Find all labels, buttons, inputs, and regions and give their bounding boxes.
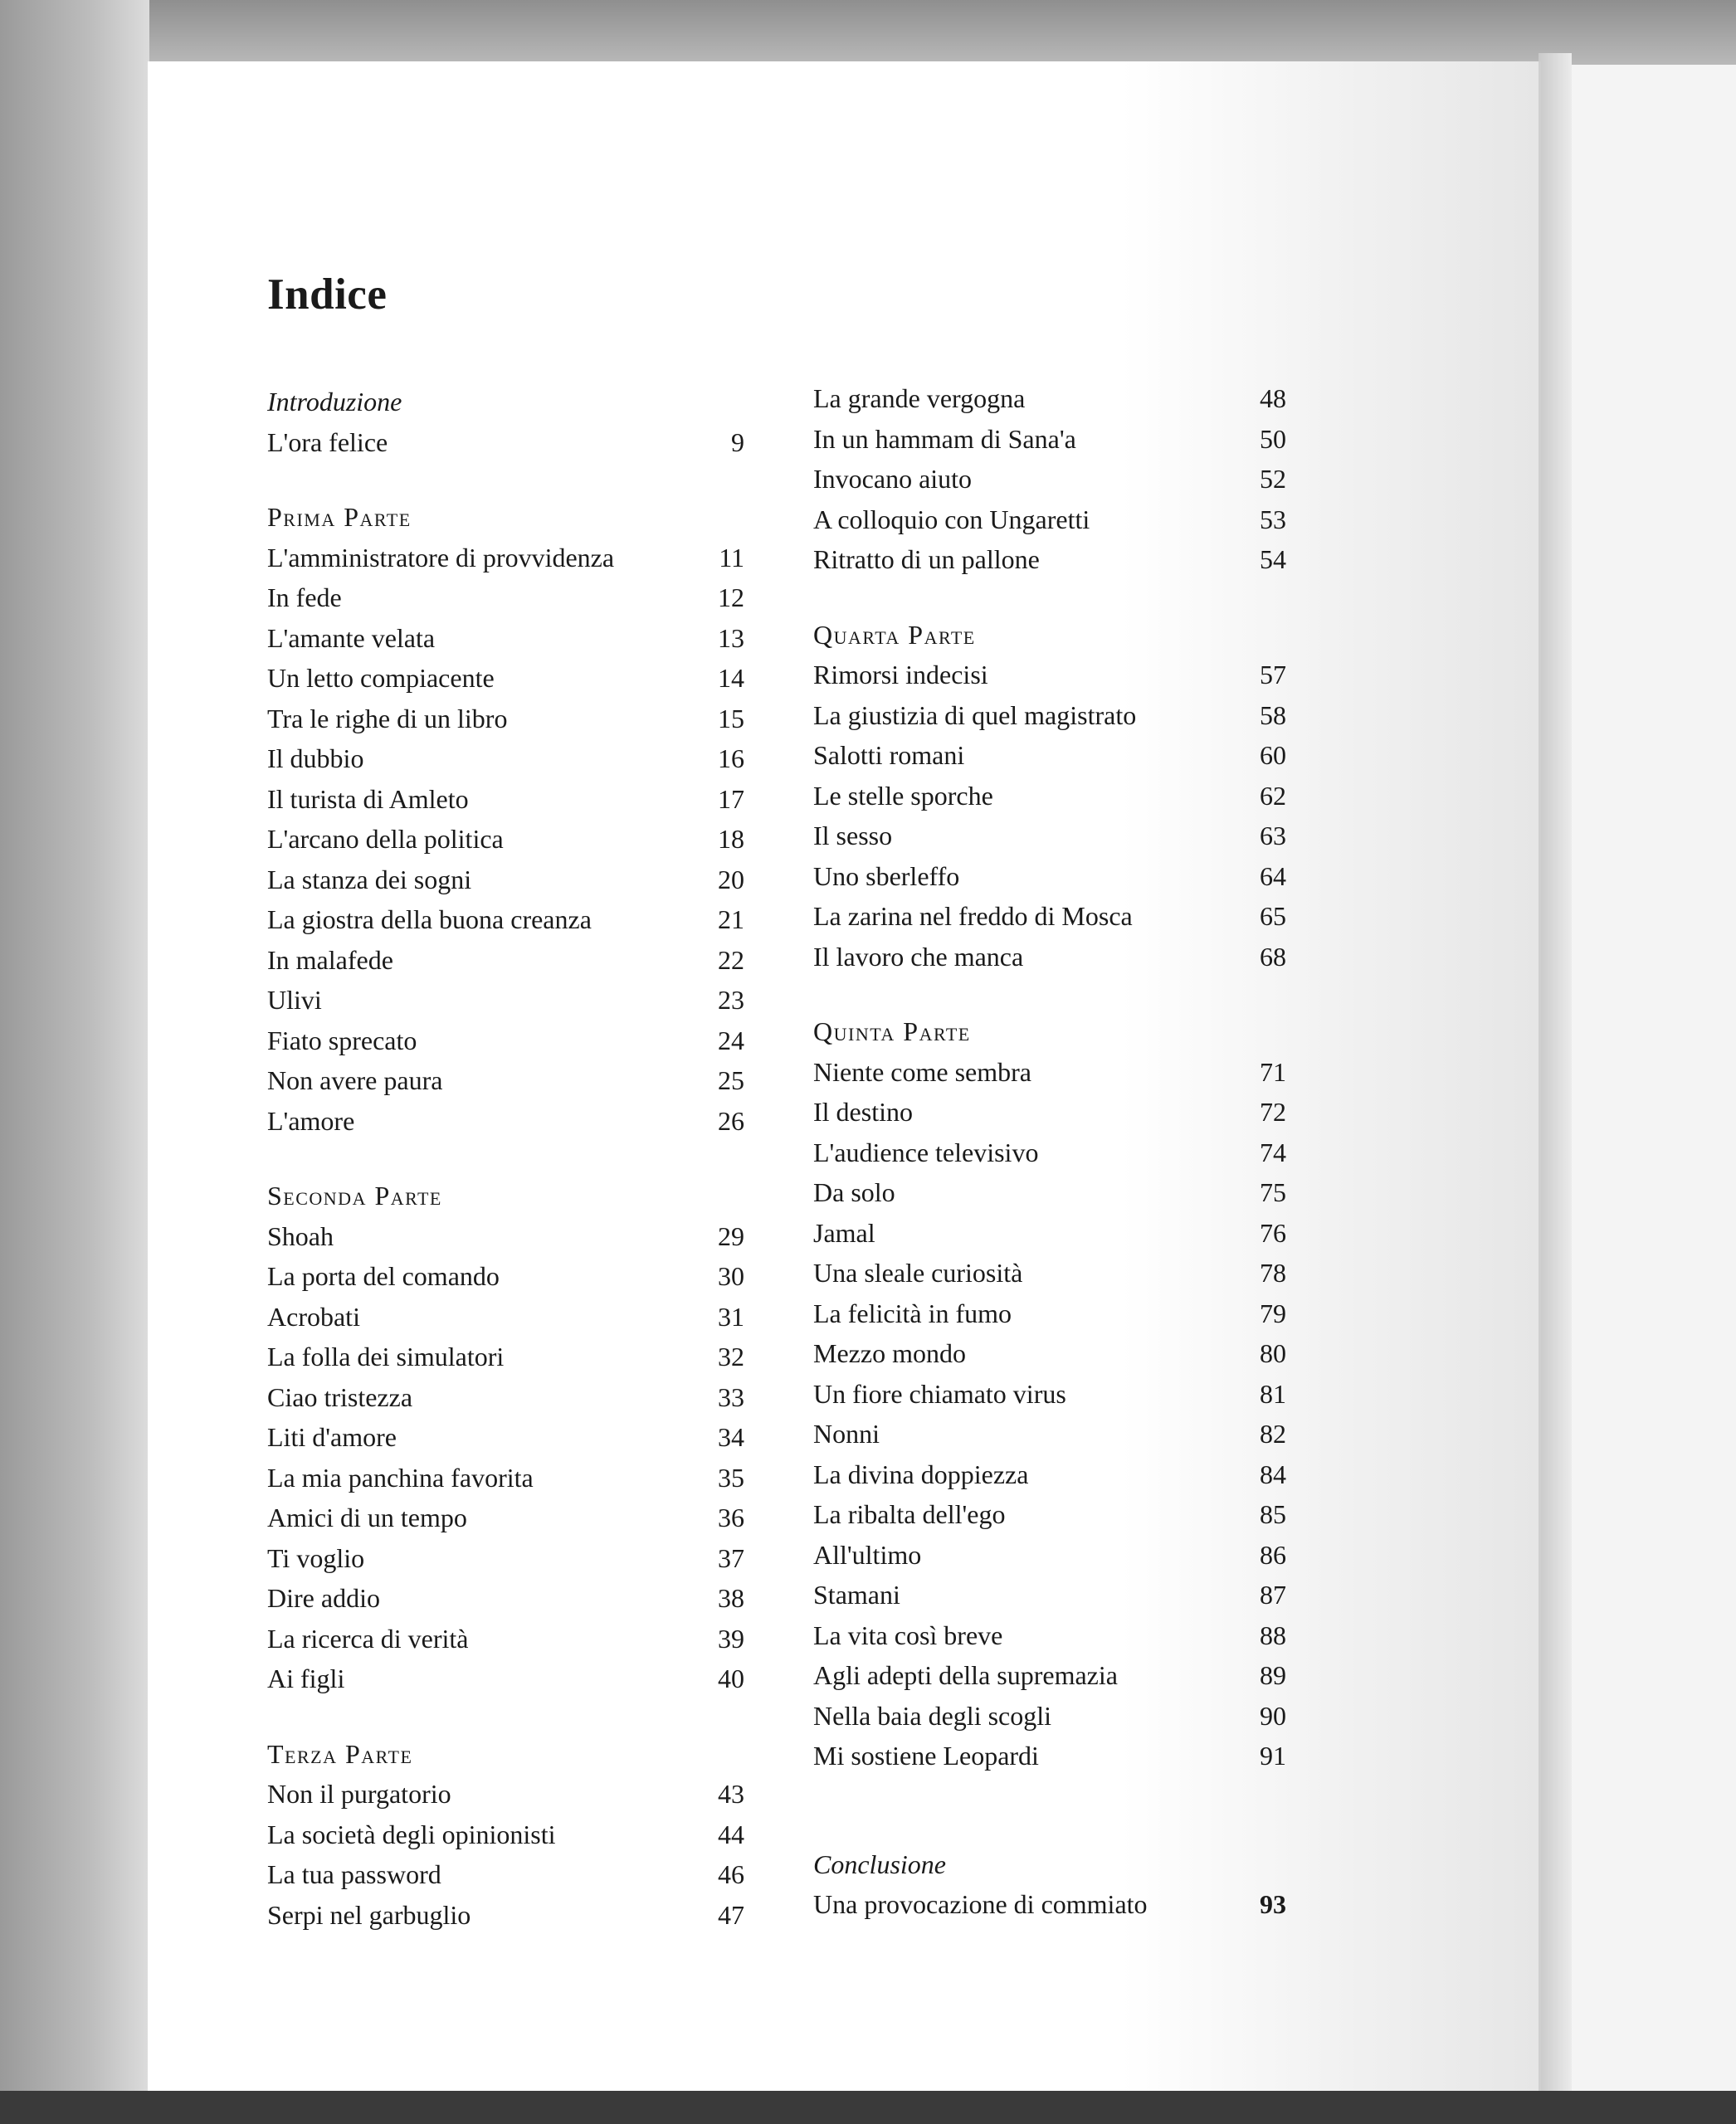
entry-page: 88 xyxy=(1260,1620,1286,1650)
entry-title: La ricerca di verità xyxy=(267,1623,469,1654)
entry-page: 57 xyxy=(1260,660,1286,689)
toc-entry xyxy=(813,937,1286,977)
entry-title: L'amore xyxy=(267,1105,355,1136)
entry-page: 89 xyxy=(1260,1660,1286,1690)
entry-page: 34 xyxy=(718,1422,744,1452)
toc-entry xyxy=(267,577,744,618)
entry-page: 93 xyxy=(1260,1889,1286,1919)
toc-entry xyxy=(267,940,744,981)
toc-entry xyxy=(267,1619,744,1659)
entry-title: La felicità in fumo xyxy=(813,1298,1012,1328)
toc-entry xyxy=(267,1815,744,1855)
entry-title: Le stelle sporche xyxy=(813,780,993,811)
entry-page: 20 xyxy=(718,864,744,894)
entry-page: 11 xyxy=(719,542,744,572)
conclusion-heading: Conclusione xyxy=(813,1849,946,1879)
entry-title: La grande vergogna xyxy=(813,383,1026,413)
toc-entry xyxy=(267,1021,744,1061)
toc-entry xyxy=(813,499,1286,540)
entry-page: 82 xyxy=(1260,1419,1286,1449)
entry-page: 74 xyxy=(1260,1137,1286,1167)
entry-title: La mia panchina favorita xyxy=(267,1462,534,1493)
toc-entry xyxy=(267,980,744,1021)
entry-title: La stanza dei sogni xyxy=(267,864,472,894)
entry-title: Fiato sprecato xyxy=(267,1025,417,1055)
entry-page: 87 xyxy=(1260,1580,1286,1610)
entry-title: La porta del comando xyxy=(267,1261,500,1291)
entry-page: 9 xyxy=(731,426,744,457)
toc-entry xyxy=(813,1414,1286,1454)
toc-entry xyxy=(813,1655,1286,1696)
toc-entry xyxy=(267,1538,744,1579)
toc-entry xyxy=(267,1774,744,1815)
toc-entry xyxy=(813,1494,1286,1535)
entry-page: 17 xyxy=(718,783,744,814)
scan-background-left xyxy=(0,0,149,2124)
entry-title: L'amante velata xyxy=(267,622,436,653)
entry-page: 37 xyxy=(718,1542,744,1573)
entry-title: Agli adepti della supremazia xyxy=(813,1660,1118,1690)
toc-entry xyxy=(267,860,744,900)
entry-title: L'amministratore di provvidenza xyxy=(267,542,615,572)
entry-title: L'ora felice xyxy=(267,426,388,457)
part-heading: Prima Parte xyxy=(267,502,412,532)
entry-title: Niente come sembra xyxy=(813,1056,1031,1087)
toc-entry xyxy=(813,1172,1286,1213)
page-title: Indice xyxy=(267,270,388,319)
entry-title: Amici di un tempo xyxy=(267,1503,467,1532)
entry-page: 32 xyxy=(718,1342,744,1371)
entry-page: 81 xyxy=(1260,1378,1286,1409)
toc-entry xyxy=(267,1216,744,1257)
entry-title: Nonni xyxy=(813,1419,880,1449)
entry-title: A colloquio con Ungaretti xyxy=(813,504,1090,534)
entry-title: Nella baia degli scogli xyxy=(813,1700,1052,1731)
toc-entry xyxy=(813,459,1286,499)
toc-entry xyxy=(267,658,744,699)
toc-entry xyxy=(813,1736,1286,1776)
entry-title: Ulivi xyxy=(267,985,322,1015)
entry-title: Mezzo mondo xyxy=(813,1338,966,1368)
toc-entry xyxy=(813,1213,1286,1254)
toc-entry xyxy=(813,655,1286,695)
entry-title: La società degli opinionisti xyxy=(267,1819,556,1849)
entry-title: Shoah xyxy=(267,1220,334,1251)
entry-title: La divina doppiezza xyxy=(813,1459,1029,1489)
entry-page: 24 xyxy=(718,1025,744,1055)
entry-page: 85 xyxy=(1260,1499,1286,1529)
entry-page: 39 xyxy=(718,1623,744,1654)
entry-page: 30 xyxy=(718,1261,744,1291)
entry-page: 23 xyxy=(718,985,744,1015)
entry-title: Il turista di Amleto xyxy=(267,783,469,814)
toc-entry xyxy=(813,776,1286,816)
entry-page: 26 xyxy=(718,1105,744,1136)
toc-entry xyxy=(813,1884,1286,1925)
entry-title: Tra le righe di un libro xyxy=(267,703,508,733)
entry-page: 21 xyxy=(718,904,744,934)
entry-title: Liti d'amore xyxy=(267,1422,397,1452)
toc-entry xyxy=(813,1615,1286,1656)
entry-page: 44 xyxy=(718,1819,744,1849)
toc-entry xyxy=(813,419,1286,460)
entry-page: 80 xyxy=(1260,1338,1286,1368)
entry-title: Non il purgatorio xyxy=(267,1779,451,1809)
toc-entry xyxy=(813,1092,1286,1133)
entry-page: 22 xyxy=(718,944,744,975)
entry-title: All'ultimo xyxy=(813,1539,922,1570)
toc-entry xyxy=(267,899,744,940)
entry-page: 75 xyxy=(1260,1177,1286,1207)
toc-entry xyxy=(267,819,744,860)
toc-entry xyxy=(267,1101,744,1142)
entry-page: 62 xyxy=(1260,780,1286,811)
toc-entry xyxy=(267,618,744,659)
entry-title: Il destino xyxy=(813,1097,913,1127)
toc-entry xyxy=(813,1052,1286,1093)
entry-title: In fede xyxy=(267,582,342,612)
part-entries xyxy=(813,378,1286,580)
toc-entry xyxy=(267,1060,744,1101)
toc-entry xyxy=(267,1854,744,1895)
toc-entry xyxy=(813,695,1286,736)
toc-entry xyxy=(267,699,744,739)
entry-page: 48 xyxy=(1260,383,1286,413)
entry-page: 40 xyxy=(718,1664,744,1693)
entry-page: 53 xyxy=(1260,504,1286,534)
toc-entry xyxy=(813,1454,1286,1495)
entry-page: 52 xyxy=(1260,464,1286,494)
entry-page: 68 xyxy=(1260,941,1286,972)
part-heading: Quarta Parte xyxy=(813,619,976,650)
entry-title: Da solo xyxy=(813,1177,895,1207)
entry-title: Jamal xyxy=(813,1217,875,1248)
entry-title: La vita così breve xyxy=(813,1620,1003,1650)
page-edge-shadow xyxy=(1539,53,1572,2102)
entry-title: In malafede xyxy=(267,944,393,975)
entry-page: 43 xyxy=(718,1779,744,1809)
toc-entry xyxy=(267,1256,744,1297)
toc-entry xyxy=(813,1133,1286,1173)
toc-entry xyxy=(267,779,744,820)
toc-entry xyxy=(267,1377,744,1418)
entry-title: Il sesso xyxy=(813,821,893,850)
entry-page: 47 xyxy=(718,1899,744,1930)
part-heading: Terza Parte xyxy=(267,1738,413,1769)
toc-entry xyxy=(267,1498,744,1538)
toc-entry xyxy=(813,1696,1286,1737)
entry-page: 64 xyxy=(1260,860,1286,891)
entry-title: La giostra della buona creanza xyxy=(267,904,592,934)
toc-entry xyxy=(813,1333,1286,1374)
entry-page: 60 xyxy=(1260,740,1286,770)
toc-entry xyxy=(813,539,1286,580)
entry-title: Il lavoro che manca xyxy=(813,941,1024,972)
toc-entry xyxy=(267,1659,744,1699)
entry-page: 86 xyxy=(1260,1539,1286,1570)
entry-page: 50 xyxy=(1260,423,1286,454)
toc-entry xyxy=(267,1417,744,1458)
part-entries xyxy=(267,1216,744,1699)
entry-title: Una provocazione di commiato xyxy=(813,1889,1148,1919)
scan-background-top xyxy=(0,0,1736,65)
entry-page: 38 xyxy=(718,1583,744,1613)
toc-entry xyxy=(267,1895,744,1936)
entry-title: Serpi nel garbuglio xyxy=(267,1899,471,1930)
toc-entry xyxy=(813,1253,1286,1293)
entry-title: L'audience televisivo xyxy=(813,1137,1039,1167)
toc-entry xyxy=(813,378,1286,419)
toc-entry xyxy=(813,816,1286,856)
entry-title: Non avere paura xyxy=(267,1065,443,1095)
entry-page: 18 xyxy=(718,824,744,854)
toc-column-left xyxy=(267,382,744,1935)
entry-page: 90 xyxy=(1260,1700,1286,1731)
entry-title: Un letto compiacente xyxy=(267,663,495,693)
part-entries xyxy=(267,538,744,1142)
toc-entry xyxy=(813,1374,1286,1415)
entry-title: Una sleale curiosità xyxy=(813,1258,1023,1288)
entry-page: 71 xyxy=(1260,1056,1286,1087)
toc-entry xyxy=(813,1575,1286,1615)
part-entries xyxy=(267,1774,744,1935)
toc-entry xyxy=(267,538,744,578)
entry-page: 79 xyxy=(1260,1298,1286,1328)
entry-page: 15 xyxy=(718,703,744,733)
entry-page: 29 xyxy=(718,1220,744,1251)
toc-entry xyxy=(813,896,1286,937)
entry-page: 14 xyxy=(718,663,744,693)
toc-entry xyxy=(267,422,744,463)
entry-page: 63 xyxy=(1260,821,1286,850)
entry-page: 31 xyxy=(718,1301,744,1332)
entry-title: Ciao tristezza xyxy=(267,1381,413,1412)
part-entries xyxy=(813,1052,1286,1776)
scan-background-bottom xyxy=(0,2091,1736,2124)
entry-title: Il dubbio xyxy=(267,743,364,773)
entry-page: 35 xyxy=(718,1462,744,1493)
toc-column-right xyxy=(813,378,1286,1925)
entry-page: 25 xyxy=(718,1065,744,1095)
entry-page: 72 xyxy=(1260,1097,1286,1127)
entry-title: Salotti romani xyxy=(813,740,965,770)
entry-page: 13 xyxy=(718,622,744,653)
entry-title: Invocano aiuto xyxy=(813,464,973,494)
entry-title: Rimorsi indecisi xyxy=(813,660,988,689)
entry-page: 58 xyxy=(1260,699,1286,730)
part-entries xyxy=(813,655,1286,977)
toc-entry xyxy=(813,1535,1286,1576)
entry-page: 78 xyxy=(1260,1258,1286,1288)
toc-entry xyxy=(267,1578,744,1619)
entry-page: 76 xyxy=(1260,1217,1286,1248)
toc-entry xyxy=(267,1458,744,1498)
entry-title: Dire addio xyxy=(267,1583,380,1613)
toc-entry xyxy=(267,1337,744,1377)
introduction-heading: Introduzione xyxy=(267,387,402,417)
toc-entry xyxy=(813,1293,1286,1334)
entry-page: 65 xyxy=(1260,901,1286,931)
entry-title: Acrobati xyxy=(267,1301,360,1332)
entry-title: Ritratto di un pallone xyxy=(813,544,1040,574)
entry-title: La giustizia di quel magistrato xyxy=(813,699,1137,730)
entry-page: 33 xyxy=(718,1381,744,1412)
entry-page: 12 xyxy=(718,582,744,612)
entry-page: 46 xyxy=(718,1859,744,1889)
entry-page: 91 xyxy=(1260,1741,1286,1771)
toc-entry xyxy=(813,856,1286,897)
entry-title: La folla dei simulatori xyxy=(267,1342,505,1371)
entry-title: La zarina nel freddo di Mosca xyxy=(813,901,1133,931)
entry-title: La tua password xyxy=(267,1859,441,1889)
part-heading: Seconda Parte xyxy=(267,1181,442,1211)
entry-title: Stamani xyxy=(813,1580,900,1610)
toc-entry xyxy=(267,738,744,779)
entry-title: Mi sostiene Leopardi xyxy=(813,1741,1039,1771)
entry-page: 16 xyxy=(718,743,744,773)
entry-title: Ai figli xyxy=(267,1664,345,1693)
entry-page: 36 xyxy=(718,1503,744,1532)
entry-title: In un hammam di Sana'a xyxy=(813,423,1076,454)
entry-title: Ti voglio xyxy=(267,1542,365,1573)
entry-title: Uno sberleffo xyxy=(813,860,960,891)
entry-title: L'arcano della politica xyxy=(267,824,504,854)
entry-title: La ribalta dell'ego xyxy=(813,1499,1006,1529)
toc-entry xyxy=(813,735,1286,776)
entry-title: Un fiore chiamato virus xyxy=(813,1378,1066,1409)
entry-page: 84 xyxy=(1260,1459,1286,1489)
toc-entry xyxy=(267,1297,744,1337)
entry-page: 54 xyxy=(1260,544,1286,574)
part-heading: Quinta Parte xyxy=(813,1016,971,1046)
